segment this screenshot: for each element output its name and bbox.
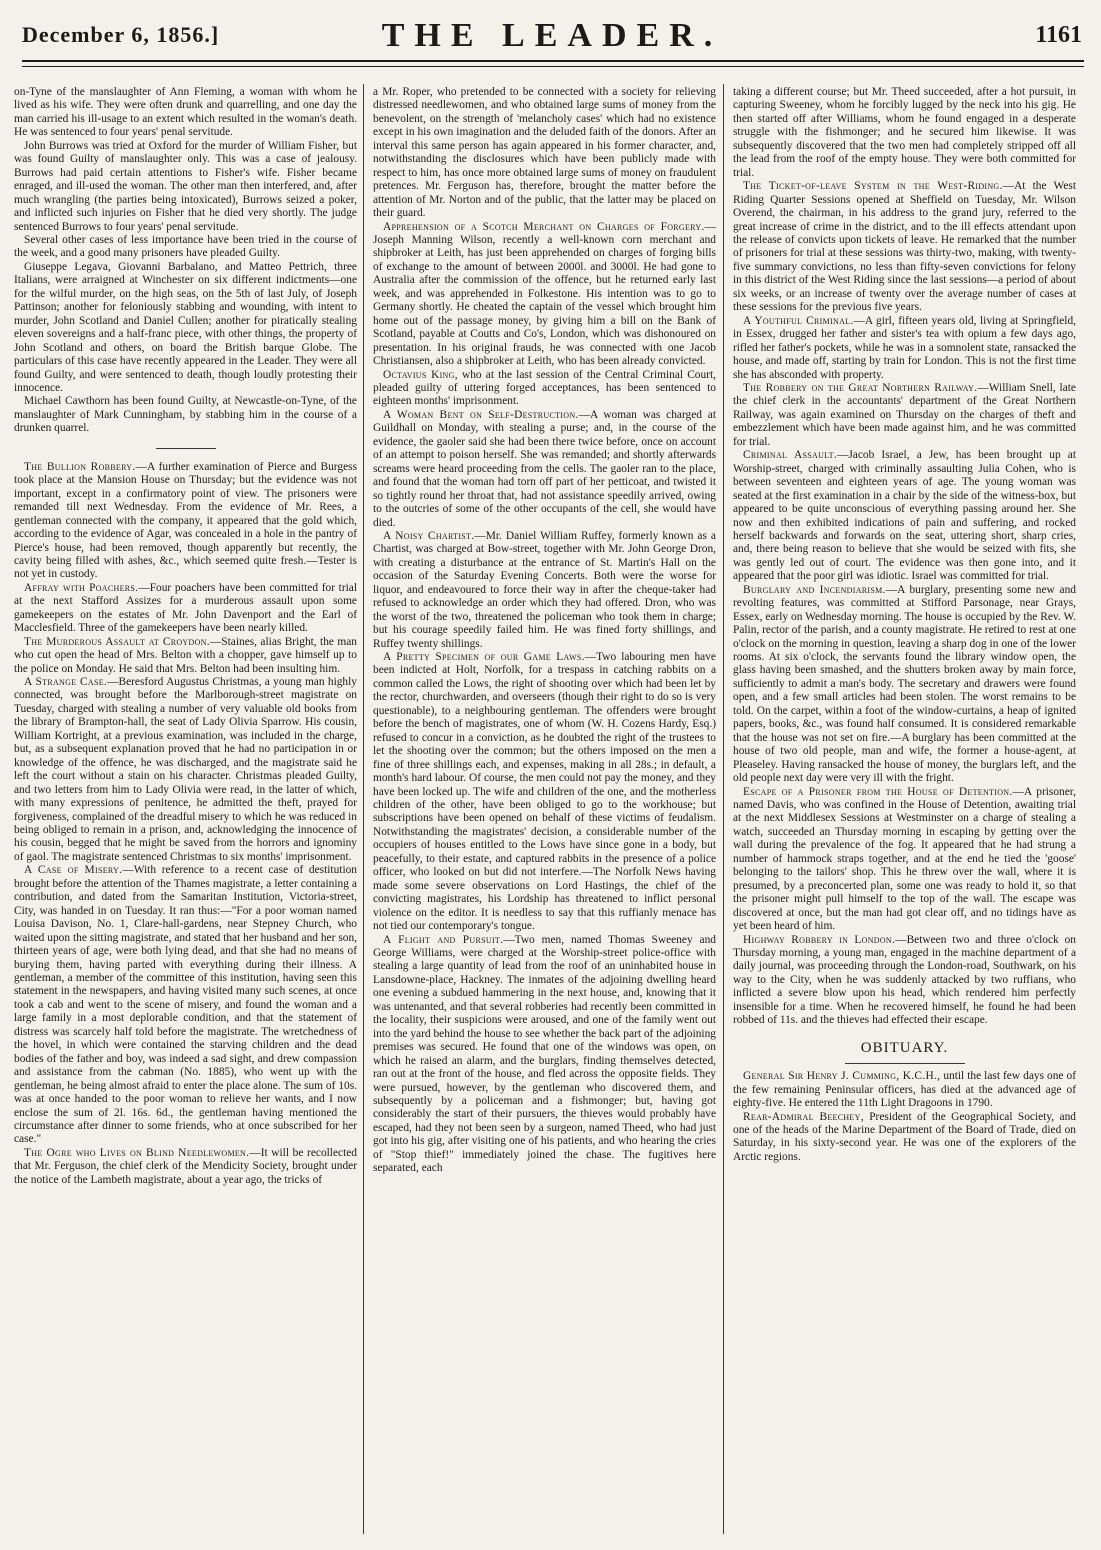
article-heading: The Murderous Assault at Croydon. (24, 635, 210, 648)
column-1 (14, 86, 357, 1531)
article-body: who at the last session of the Central Criminal Court, pleaded guilty of uttering forged acceptances, has been sentenced to eighteen months' imprisonment. (373, 368, 716, 408)
article-heading: A Youthful Criminal. (743, 314, 854, 327)
article-body: —Jacob Israel, a Jew, has been brought up at Worship-street, charged with criminally assaulting Julia Cohen, who is between seventeen and eighteen years of age. The young woman was seated at the first examination in a chair by the side of the witness-box, but appeared to be quite unconscious of everything passing around her. She now and then exhibited indications of pain and suffering, and rocked herself backwards and forwards on the seat, uttering short, sharp cries, and, there being reason to believe that she would be seized with fits, she was gently led out of court. The evidence was then gone into, and it appeared that the poor girl was idiotic. Israel was committed for trial. (733, 449, 1076, 583)
article-paragraph (14, 636, 357, 676)
article-paragraph (733, 449, 1076, 584)
article-paragraph (733, 934, 1076, 1028)
article-paragraph (733, 786, 1076, 934)
article-heading: The Bullion Robbery. (24, 460, 136, 473)
article-body: —Joseph Manning Wilson, recently a well-known corn merchant and shipbroker at Leith, has just been apprehended on charges of forging bills of exchange to the amount of between 2000l. and 3000l. He had gone to Australia after the commission of the offence, but he returned early last week, and was apprehended in Folkestone. His intention was to go to Germany shortly. He cheated the captain of the vessel which brought him home out of the passage money, by giving him a bill on the Bank of Scotland, payable at Coutts and Co's, London, which was dishonoured on presentation. In his original frauds, he was connected with one Jacob Christiansen, also a shipbroker at Leith, who has been already convicted. (373, 220, 716, 368)
article-body: —Beresford Augustus Christmas, a young man highly connected, was brought before the Marlborough-street magistrate on Tuesday, charged with stealing a number of very valuable old books from the library of Brampton-hall, the seat of Lady Olivia Sparrow. His cousin, William Kortright, at a previous examination, was included in the charge, but, as a subsequent explanation proved that he had no participation in or knowledge of the offence, he was discharged, and the magistrate said he left the court without a stain on his character. Christmas pleaded Guilty, and two letters from him to Lady Olivia were read, in the latter of which, with many expressions of penitence, he admitted the theft, prayed for forgiveness, complained of the dreadful misery to which he was reduced in being obliged to remain in a prison, and, acknowledging the innocence of his cousin, begged that he might be saved from the horrors and ignominy of gaol. The magistrate sentenced Christmas to six months' imprisonment. (14, 676, 357, 863)
article-heading: A Pretty Specimen of our Game Laws. (383, 651, 585, 664)
article-paragraph (733, 382, 1076, 449)
article-heading: Escape of a Prisoner from the House of Detention. (743, 785, 1013, 798)
article-body: —Two men, named Thomas Sweeney and George Williams, were charged at the Worship-street police-office with stealing a large quantity of lead from the roof of an uninhabited house in Lansdowne-place, Hackney. The inmates of the adjoining dwelling heard one evening a subdued hammering in the next house, and, knowing that it was untenanted, and that several robberies had recently been committed in the locality, their suspicions were aroused, and one of the family went out into the yard behind the house to see whether the back part of the adjoining premises was secured. He found that one of the windows was open, on which he raised an alarm, and the burglars, finding themselves detected, ran out at the front of the house, and fled across the opposite fields. They were pursued, however, by the gentleman who discovered them, and subsequently by a policeman and a fishmonger; but, having got considerably the start of their pursuers, the thieves would probably have escaped, had they not been seen by a surgeon, named Theed, who had just got into his gig, after visiting one of his patients, and who hearing the cries of "Stop thief!" immediately joined the chase. The fugitives here separated, each (373, 933, 716, 1175)
article-paragraph (14, 582, 357, 636)
article-paragraph (373, 369, 716, 409)
article-paragraph (733, 1111, 1076, 1165)
article-heading: Rear-Admiral Beechey, (743, 1110, 864, 1123)
article-heading: Highway Robbery in London. (743, 933, 896, 946)
article-body: —With reference to a recent case of destitution brought before the attention of the Thames magistrate, a letter containing a contribution, and dated from the Samaritan Institution, Victoria-street, City, was handed in on Tuesday. It ran thus:—"For a poor woman named Louisa Davison, No. 1, Clare-hall-gardens, near Stepney Church, who waited upon the sitting magistrate, and stated that her husband and her son, thirteen years of age, were both lying dead, and that she had no means of burying them, having parted with everything during their illness. A gentleman, a member of the committee of this institution, having seen this statement in the newspapers, and having visited many such scenes, at once took a cab and went to the scene of misery, and found the woman and a large family in a most deplorable condition, and that the statement of distress was scarcely half told before the magistrate. The wretchedness of the hovel, in which were contained the starving children and the dead bodies of the father and boy, was indeed a sad sight, and drew compassion and assistance from the cabman (No. 1885), who went up with the gentleman, he being almost afraid to enter the place alone. The sum of 10s. was at once handed to the poor woman to relieve her wants, and I now enclose the sum of 2l. 16s. 6d., the gentleman having mentioned the circumstance after dinner to some friends, who at once subscribed for her case." (14, 864, 357, 1146)
article-heading: A Case of Misery. (24, 864, 123, 877)
column-divider (363, 84, 364, 1534)
section-rule (845, 1063, 965, 1064)
article-separator (156, 448, 216, 449)
article-heading: General Sir Henry J. Cumming, K.C.H., (743, 1070, 941, 1083)
article-heading: The Robbery on the Great Northern Railway. (743, 381, 978, 394)
article-heading: Octavius King, (383, 368, 458, 381)
article-heading: A Flight and Pursuit. (383, 933, 504, 946)
masthead (22, 18, 1082, 52)
article-heading: A Noisy Chartist. (383, 529, 475, 542)
article-heading: A Woman Bent on Self-Destruction. (383, 408, 579, 421)
article-paragraph (373, 530, 716, 651)
article-heading: A Strange Case. (24, 676, 108, 689)
article-paragraph (733, 1070, 1076, 1110)
article-paragraph (733, 180, 1076, 315)
article-paragraph (373, 934, 716, 1176)
article-paragraph: Michael Cawthorn has been found Guilty, at Newcastle-on-Tyne, of the manslaughter of Mark Cunningham, by stabbing him in the course of a drunken quarrel. (14, 395, 357, 435)
article-paragraph (373, 651, 716, 934)
article-body: —Two labouring men have been indicted at Holt, Norfolk, for a trespass in catching rabbits on a common called the Lows, the right of shooting over which had been let by the rector, churchwarden, and overseers (though their right to do so is very questionable), to a neighbouring gentleman. The offenders were brought before the bench of magistrates, one of whom (W. H. Cozens Hardy, Esq.) refused to concur in a conviction, as he doubted the right of the trustees to let the shooting over the common; but the others imposed on the men a fine of three shillings each, and expenses, making in all 28s.; in default, a month's hard labour. Of course, the men could not pay the money, and they have been locked up. The wife and children of the one, and the motherless children of the other, have been obliged to go to the workhouse; but subscriptions have been opened on behalf of these victims of feudalism. Notwithstanding the magistrates' decision, a considerable number of the occupiers of houses entitled to the Lows have since gone in a body, but peacefully, to their estate, and captured rabbits in the presence of a police officer, who looked on but did not interfere.—The Norfolk News having made some severe observations on Lord Hastings, the chief of the convicting magistrates, his Lordship has threatened to inflict personal violence on the editor. It is needless to say that this ruffianly menace has not tied our contemporary's tongue. (373, 651, 716, 933)
column-divider (723, 84, 724, 1534)
header-rule-thin (22, 66, 1084, 67)
article-heading: Burglary and Incendiarism. (743, 583, 886, 596)
article-body: —A burglary, presenting some new and revolting features, was committed at Stifford Parsonage, near Grays, Essex, early on Wednesday morning. The house is occupied by the Rev. W. Palin, rector of the parish, and a county magistrate. He retired to rest at one o'clock on the morning in question, leaving a sharp dog in one of the lower rooms. At six o'clock, the servants found the library window open, the glass having been smashed, and the shutters broken away by main force, sufficiently to admit a man's body. The secretary and drawers were found open, and a few small articles had been stolen. The worst remains to be told. On the carpet, within a foot of the window-curtains, a heap of ignited papers, books, &c., was found half consumed. It is considered remarkable that the house was not set on fire.—A burglary has been committed at the house of two old people, man and wife, the former a house-agent, at Pleaseley. Having ransacked the house of money, the burglars left, and the old people next day were very ill with the fright. (733, 583, 1076, 785)
article-paragraph (14, 461, 357, 582)
article-paragraph: Several other cases of less importance have been tried in the course of the week, and a good many prisoners have pleaded Guilty. (14, 233, 357, 260)
article-paragraph (733, 584, 1076, 786)
column-3 (733, 86, 1076, 1531)
article-paragraph (733, 315, 1076, 382)
column-2 (373, 86, 716, 1531)
article-paragraph: a Mr. Roper, who pretended to be connected with a society for relieving distressed needlewomen, and who obtained large sums of money from the benevolent, on the strength of 'melancholy cases' which had no existence except in his own imagination and the deluded faith of the donors. After an interval this same person has again appeared in his former character, and, notwithstanding the disclosures which have been publicly made with respect to him, has once more obtained large sums of money on fraudulent pretences. Mr. Ferguson has, therefore, brought the matter before the attention of Mr. Norton and of the public, that the latter may be placed on their guard. (373, 86, 716, 220)
article-body: —Staines, alias Bright, the man who cut open the head of Mrs. Belton with a chopper, gave himself up to the police on Monday. He said that Mrs. Belton had been insulting him. (14, 635, 357, 675)
article-body: until the last few days one of the few remaining Peninsular officers, has died at the advanced age of eighty-five. He entered the 11th Light Dragoons in 1790. (733, 1070, 1076, 1110)
article-paragraph: Giuseppe Legava, Giovanni Barbalano, and Matteo Pettrich, three Italians, were arraigned at Winchester on six different indictments—one for the wilful murder, on the high seas, on the 5th of last July, of Joseph Pattinson; another for feloniously stabbing and wounding, with intent to murder, John Scotland and Daniel Cullen; another for piratically stealing eleven sovereigns and a half-franc piece, with other things, the property of John Scotland and others, on board the British barque Globe. The particulars of this case have recently appeared in the Leader. They were all found Guilty, and were sentenced to death, though loudly protesting their innocence. (14, 260, 357, 394)
issue-date: December 6, 1856.] (22, 22, 220, 47)
article-paragraph (373, 221, 716, 369)
article-paragraph (14, 864, 357, 1147)
article-body: —At the West Riding Quarter Sessions opened at Sheffield on Tuesday, Mr. Wilson Overend, the chairman, in his address to the grand jury, referred to the great increase of crime in the district, and to the ill effects attendant upon the release of convicts upon tickets of leave. He remarked that the number of prisoners for trial at these sessions was thirty-two, making, with twenty-five summary convictions, no less than fifty-seven convictions for felony in this district of the West Riding since the last sessions—a period of about six weeks, or an increase of twenty over the average number of cases at these sessions for the previous five years. (733, 180, 1076, 314)
newspaper-title: THE LEADER. (381, 17, 723, 54)
article-heading: Criminal Assault. (743, 449, 837, 462)
article-paragraph: John Burrows was tried at Oxford for the murder of William Fisher, but was found Guilty of manslaughter only. This was a case of jealousy. Burrows had paid certain attentions to Fisher's wife. Fisher became enraged, and ill-used the woman. The other man then interfered, and, after much wrangling (the parties being intoxicated), Burrows seized a poker, and inflicted such injuries on Fisher that he died very shortly. The judge sentenced Burrows to four years' penal servitude. (14, 139, 357, 233)
article-paragraph: taking a different course; but Mr. Theed succeeded, after a hot pursuit, in capturing Sweeney, whom he forcibly lugged by the neck into his gig. He then started off after Williams, whom he found engaged in a desperate struggle with the fishmonger; and he secured him likewise. It was subsequently discovered that the two men had completely stripped off all the lead from the roof of the empty house. They were both committed for trial. (733, 86, 1076, 179)
article-body: —It will be recollected that Mr. Ferguson, the chief clerk of the Mendicity Society, brought under the notice of the Lambeth magistrate, about a year ago, the tricks of (14, 1146, 357, 1186)
article-body: —A woman was charged at Guildhall on Monday, with stealing a purse; and, in the course of the evidence, the gaoler said she had been there twice before, once on account of an attempt to poison herself. She was remanded; and shortly afterwards screams were heard proceeding from the cells. The gaoler ran to the place, and found that the woman had torn off part of her petticoat, and twisted it so tightly round her throat that, had not assistance speedily arrived, owing to the outcries of some of the other occupants of the cell, she would have died. (373, 408, 716, 529)
article-heading: Apprehension of a Scotch Merchant on Charges of Forgery. (383, 220, 705, 233)
article-heading: The Ogre who Lives on Blind Needlewomen. (24, 1146, 250, 1159)
article-body: —Between two and three o'clock on Thursday morning, a young man, engaged in the machine department of a daily journal, was proceeding through the London-road, Southwark, on his way to the City, when he was suddenly attacked by two ruffians, who inflicted a severe blow upon his head, which rendered him perfectly insensible for a time. When he recovered himself, he found he had been robbed of 11s. and the thieves had effected their escape. (733, 933, 1076, 1027)
article-heading: Affray with Poachers. (24, 581, 139, 594)
article-body: —Mr. Daniel William Ruffey, formerly known as a Chartist, was charged at Bow-street, together with Mr. John George Dron, with creating a disturbance at the entrance of St. Martin's Hall on the occasion of the Saturday Evening Concerts. Both were the worse for liquor, and endeavoured to force their way in after the cheque-taker had refused to acknowledge an order which they had offered. Dron, who was the worst of the two, threatened the policeman who took them in charge; but his courage speedily failed him. He was fined forty shillings, and Ruffey twenty shillings. (373, 529, 716, 650)
article-body: —William Snell, late the chief clerk in the accountants' department of the Great Northern Railway, was again examined on Thursday on the charges of theft and embezzlement which have been made against him, and he was committed for trial. (733, 381, 1076, 448)
article-heading: The Ticket-of-leave System in the West-Riding. (743, 180, 1003, 193)
article-body: —A further examination of Pierce and Burgess took place at the Mansion House on Thursday; but the evidence was not important, except in a confirmatory point of view. The prisoners were remanded till next Wednesday. From the evidence of Mr. Rees, a gentleman connected with the company, it appeared that the gold which, according to the evidence of Agar, was concealed in a hole in the pantry of Pierce's house, had been removed, though apparently but recently, the cavity being filled with ashes, &c., which seemed quite fresh.—Tester is not yet in custody. (14, 460, 357, 581)
obituary-heading: OBITUARY. (860, 1039, 949, 1056)
article-paragraph (14, 1147, 357, 1187)
article-body: —A girl, fifteen years old, living at Springfield, in Essex, drugged her father and sister's tea with opium a few days ago, rifled her father's pockets, while he was in a somnolent state, ransacked the house, and made off, starting by train for London. This is not the first time she has absconded with property. (733, 314, 1076, 381)
article-paragraph: on-Tyne of the manslaughter of Ann Fleming, a woman with whom he lived as his wife. They were often drunk and quarrelling, and one day the man carried his ill-usage to an extent which resulted in the woman's death. He was sentenced to four years' penal servitude. (14, 86, 357, 139)
article-body: President of the Geographical Society, and one of the heads of the Marine Department of the Board of Trade, died on Saturday, in his sixty-second year. He was one of the explorers of the Arctic regions. (733, 1110, 1076, 1163)
article-body: —A prisoner, named Davis, who was confined in the House of Detention, awaiting trial at the next Middlesex Sessions at Westminster on a charge of stealing a watch, succeeded an Thursday morning in escaping by getting over the wall during the prevalence of the fog. It appeared that he had strung a number of hammock straps together, and at the end he tied the 'goose' belonging to the tailors' shop. This he threw over the wall, where it is presumed, by a preconcerted plan, some one was ready to hold it, so that the prisoner might pull himself to the top of the wall. The escape was discovered at once, but the man had got clear off, and no tidings have as yet been heard of him. (733, 785, 1076, 933)
page-number: 1161 (1035, 22, 1082, 48)
header-rule (22, 60, 1084, 62)
article-paragraph (373, 409, 716, 530)
article-paragraph (14, 676, 357, 864)
article-body: —Four poachers have been committed for trial at the next Stafford Assizes for a murderous assault upon some gamekeepers on the estates of Mr. John Davenport and the Earl of Macclesfield. Three of the gamekeepers have been nearly killed. (14, 581, 357, 635)
